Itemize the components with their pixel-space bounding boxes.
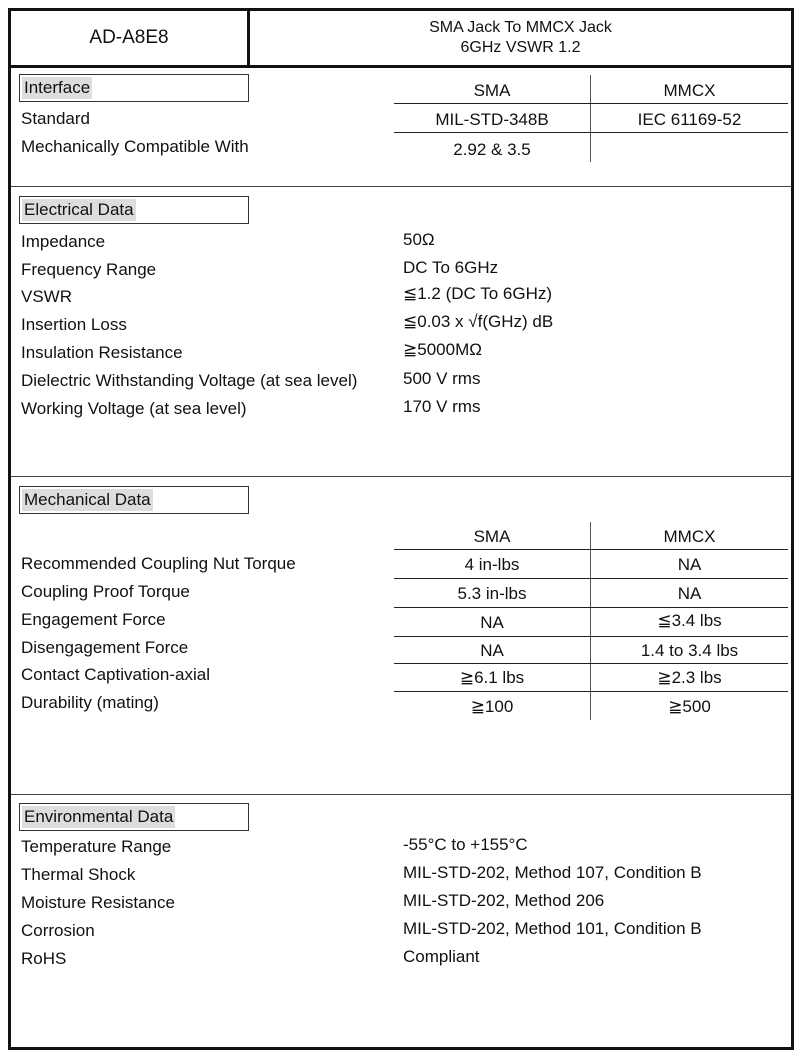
section-divider [11, 186, 791, 187]
mechanical-row-rule [394, 578, 788, 579]
datasheet-frame [8, 8, 794, 1050]
mechanical-mmcx: NA [677, 555, 702, 574]
mechanical-col-mmcx: MMCX [663, 527, 716, 546]
mechanical-row-rule [394, 663, 788, 664]
mechanical-label: Coupling Proof Torque [21, 582, 190, 601]
electrical-value: ≦1.2 (DC To 6GHz) [403, 284, 553, 303]
mechanical-label: Contact Captivation-axial [21, 665, 210, 684]
electrical-value: 500 V rms [403, 369, 481, 388]
interface-row-label: Mechanically Compatible With [21, 137, 249, 156]
environmental-value: MIL-STD-202, Method 101, Condition B [403, 919, 702, 938]
product-title [250, 11, 791, 65]
environmental-value: -55°C to +155°C [403, 835, 528, 854]
electrical-label: Dielectric Withstanding Voltage (at sea level) [21, 371, 358, 390]
mechanical-sma: NA [480, 613, 504, 632]
environmental-value: Compliant [403, 947, 480, 966]
interface-row-sma: MIL-STD-348B [435, 110, 549, 129]
mechanical-row-rule [394, 636, 788, 637]
interface-row-rule [394, 132, 788, 133]
interface-col-mmcx: MMCX [663, 81, 716, 100]
electrical-label: Insulation Resistance [21, 343, 183, 362]
interface-col-sma: SMA [473, 81, 511, 100]
interface-row-label: Standard [21, 109, 90, 128]
title-line-2: 6GHz VSWR 1.2 [460, 39, 581, 56]
mechanical-row-rule [394, 607, 788, 608]
mechanical-col-sma: SMA [473, 527, 511, 546]
environmental-label: Temperature Range [21, 837, 172, 856]
mechanical-header-rule [394, 549, 788, 550]
environmental-label: Corrosion [21, 921, 95, 940]
environmental-label: RoHS [21, 949, 67, 968]
mechanical-sma: 4 in-lbs [464, 555, 520, 574]
mechanical-mmcx: 1.4 to 3.4 lbs [640, 641, 739, 660]
mechanical-mmcx: ≧500 [668, 697, 711, 716]
interface-header-rule [394, 103, 788, 104]
mechanical-label: Durability (mating) [21, 693, 159, 712]
electrical-value: 50Ω [403, 230, 435, 249]
interface-row-sma: 2.92 & 3.5 [453, 140, 531, 159]
electrical-label: Impedance [21, 232, 106, 251]
mechanical-section-title: Mechanical Data [19, 486, 249, 514]
section-divider [11, 794, 791, 795]
environmental-label: Thermal Shock [21, 865, 136, 884]
mechanical-row-rule [394, 691, 788, 692]
electrical-value: ≧5000MΩ [403, 340, 482, 359]
electrical-section-title: Electrical Data [19, 196, 249, 224]
mechanical-sma: NA [480, 641, 504, 660]
mechanical-sma: ≧100 [470, 697, 514, 716]
electrical-label: Insertion Loss [21, 315, 127, 334]
section-divider [11, 476, 791, 477]
electrical-value: DC To 6GHz [403, 258, 499, 277]
electrical-label: Working Voltage (at sea level) [21, 399, 247, 418]
interface-section-title: Interface [19, 74, 249, 102]
environmental-section-title: Environmental Data [19, 803, 249, 831]
environmental-label: Moisture Resistance [21, 893, 176, 912]
mechanical-mmcx: NA [677, 584, 702, 603]
environmental-value: MIL-STD-202, Method 206 [403, 891, 605, 910]
electrical-label: Frequency Range [21, 260, 157, 279]
mechanical-sma: 5.3 in-lbs [457, 584, 527, 603]
mechanical-label: Engagement Force [21, 610, 166, 629]
part-number: AD-A8E8 [11, 11, 250, 65]
mechanical-mmcx: ≧2.3 lbs [657, 668, 722, 687]
environmental-value: MIL-STD-202, Method 107, Condition B [403, 863, 702, 882]
mechanical-sma: ≧6.1 lbs [459, 668, 525, 687]
mechanical-mmcx: ≦3.4 lbs [657, 611, 722, 630]
electrical-value: 170 V rms [403, 397, 481, 416]
mechanical-label: Disengagement Force [21, 638, 189, 657]
interface-row-mmcx: IEC 61169-52 [637, 110, 742, 129]
header [11, 11, 791, 68]
electrical-value: ≦0.03 x √f(GHz) dB [403, 312, 554, 331]
title-line-1: SMA Jack To MMCX Jack [429, 19, 612, 36]
electrical-label: VSWR [21, 287, 72, 306]
mechanical-label: Recommended Coupling Nut Torque [21, 554, 296, 573]
